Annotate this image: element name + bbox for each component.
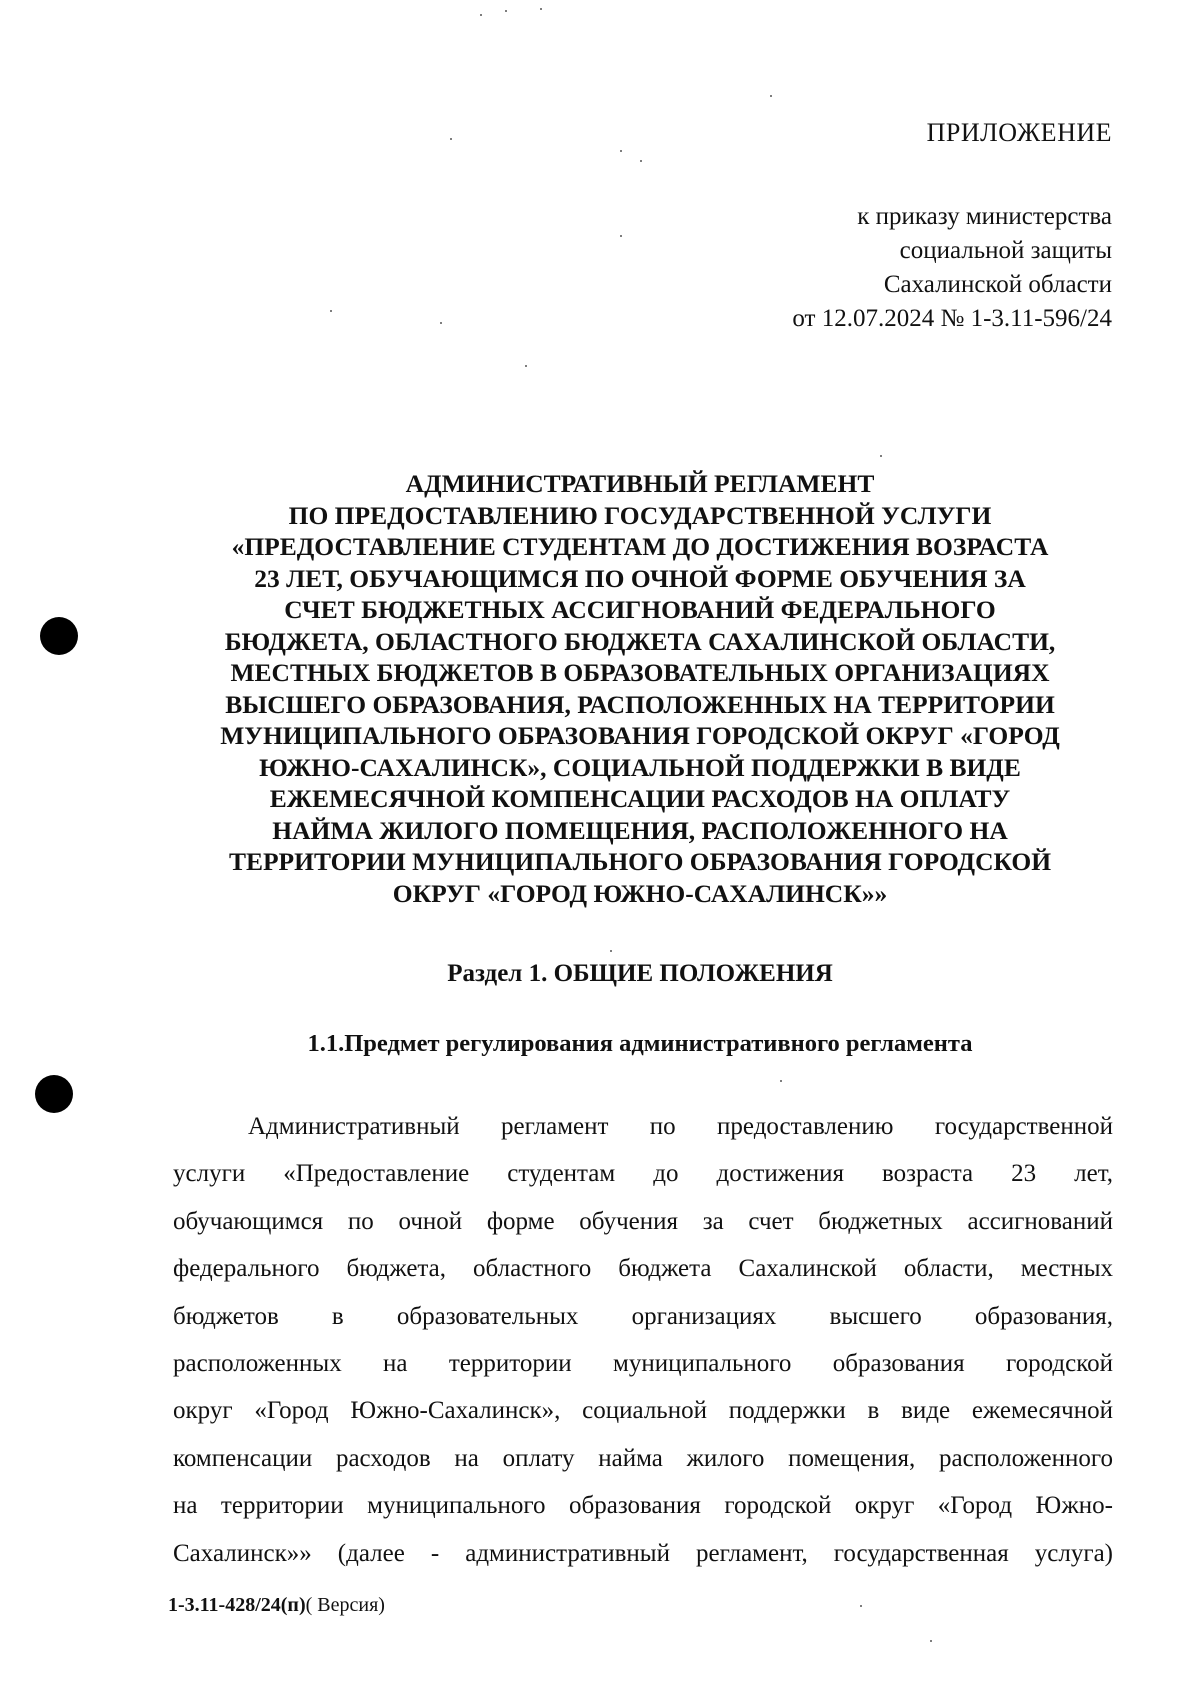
body-line: расположенных на территории муниципального образования городской [173, 1349, 1113, 1377]
order-reference [792, 200, 1112, 336]
scan-speck [860, 1605, 862, 1607]
scan-speck [540, 8, 542, 10]
scan-speck [480, 14, 482, 16]
body-line: бюджетов в образовательных организациях высшего образования, [173, 1302, 1113, 1330]
scan-speck [330, 310, 332, 312]
scan-speck [620, 235, 622, 237]
title-line: БЮДЖЕТА, ОБЛАСТНОГО БЮДЖЕТА САХАЛИНСКОЙ ОБЛАСТИ, [224, 626, 1056, 656]
scan-speck [780, 1080, 782, 1082]
appendix-label: ПРИЛОЖЕНИЕ [926, 118, 1112, 147]
body-line: округ «Город Южно-Сахалинск», социальной поддержки в виде ежемесячной [173, 1397, 1113, 1425]
title-line: МУНИЦИПАЛЬНОГО ОБРАЗОВАНИЯ ГОРОДСКОЙ ОКРУГ «ГОРОД [220, 721, 1060, 750]
title-line: ЮЖНО-САХАЛИНСК», СОЦИАЛЬНОЙ ПОДДЕРЖКИ В ВИДЕ [259, 752, 1021, 782]
title-line: СЧЕТ БЮДЖЕТНЫХ АССИГНОВАНИЙ ФЕДЕРАЛЬНОГО [284, 595, 996, 624]
version-code: 1-3.11-428/24(п) [168, 1594, 306, 1616]
title-line: ПО ПРЕДОСТАВЛЕНИЮ ГОСУДАРСТВЕННОЙ УСЛУГИ [288, 500, 992, 530]
title-line: 23 ЛЕТ, ОБУЧАЮЩИМСЯ ПО ОЧНОЙ ФОРМЕ ОБУЧЕНИЯ ЗА [254, 563, 1026, 593]
scan-speck [525, 365, 527, 367]
body-paragraph [173, 1103, 1113, 1577]
scan-speck [610, 950, 612, 952]
body-line: компенсации расходов на оплату найма жилого помещения, расположенного [173, 1444, 1113, 1472]
document-title [160, 468, 1120, 909]
version-label: ( Версия) [305, 1594, 385, 1616]
order-ref-line: социальной защиты [899, 237, 1112, 264]
order-ref-line: к приказу министерства [857, 203, 1112, 230]
order-ref-line: Сахалинской области [883, 271, 1112, 298]
title-line: АДМИНИСТРАТИВНЫЙ РЕГЛАМЕНТ [405, 469, 875, 498]
scan-speck [770, 95, 772, 97]
body-line: федерального бюджета, областного бюджета Сахалинской области, местных [173, 1255, 1113, 1283]
title-line: ОКРУГ «ГОРОД ЮЖНО-САХАЛИНСК»» [392, 878, 888, 908]
section-heading: Раздел 1. ОБЩИЕ ПОЛОЖЕНИЯ [447, 960, 833, 987]
body-line: услуги «Предоставление студентам до достижения возраста 23 лет, [173, 1160, 1113, 1188]
order-ref-line: от 12.07.2024 № 1-3.11-596/24 [792, 305, 1112, 332]
title-line: МЕСТНЫХ БЮДЖЕТОВ В ОБРАЗОВАТЕЛЬНЫХ ОРГАНИЗАЦИЯХ [230, 658, 1050, 687]
scan-speck [505, 10, 507, 12]
title-line: «ПРЕДОСТАВЛЕНИЕ СТУДЕНТАМ ДО ДОСТИЖЕНИЯ ВОЗРАСТА [231, 532, 1049, 561]
title-line: ТЕРРИТОРИИ МУНИЦИПАЛЬНОГО ОБРАЗОВАНИЯ ГОРОДСКОЙ [228, 847, 1052, 876]
scan-speck [930, 1640, 932, 1642]
body-line: обучающимся по очной форме обучения за счет бюджетных ассигнований [173, 1207, 1113, 1235]
body-line: на территории муниципального образования городской округ «Город Южно- [173, 1492, 1113, 1520]
title-line: ВЫСШЕГО ОБРАЗОВАНИЯ, РАСПОЛОЖЕННЫХ НА ТЕРРИТОРИИ [225, 689, 1055, 719]
punch-hole-top [40, 617, 78, 655]
scan-speck [450, 138, 452, 140]
footer-version [168, 1594, 385, 1617]
punch-hole-bottom [35, 1075, 73, 1113]
scan-speck [440, 322, 442, 324]
body-line: Сахалинск»» (далее - административный регламент, государственная услуга) [173, 1539, 1113, 1567]
scan-speck [640, 160, 642, 162]
subsection-heading: 1.1.Предмет регулирования административного регламента [307, 1030, 973, 1057]
scan-speck [620, 150, 622, 152]
body-line: Административный регламент по предоставлению государственной [248, 1113, 1113, 1140]
scan-speck [880, 455, 882, 457]
title-line: ЕЖЕМЕСЯЧНОЙ КОМПЕНСАЦИИ РАСХОДОВ НА ОПЛАТУ [269, 784, 1011, 813]
title-line: НАЙМА ЖИЛОГО ПОМЕЩЕНИЯ, РАСПОЛОЖЕННОГО НА [272, 815, 1008, 845]
